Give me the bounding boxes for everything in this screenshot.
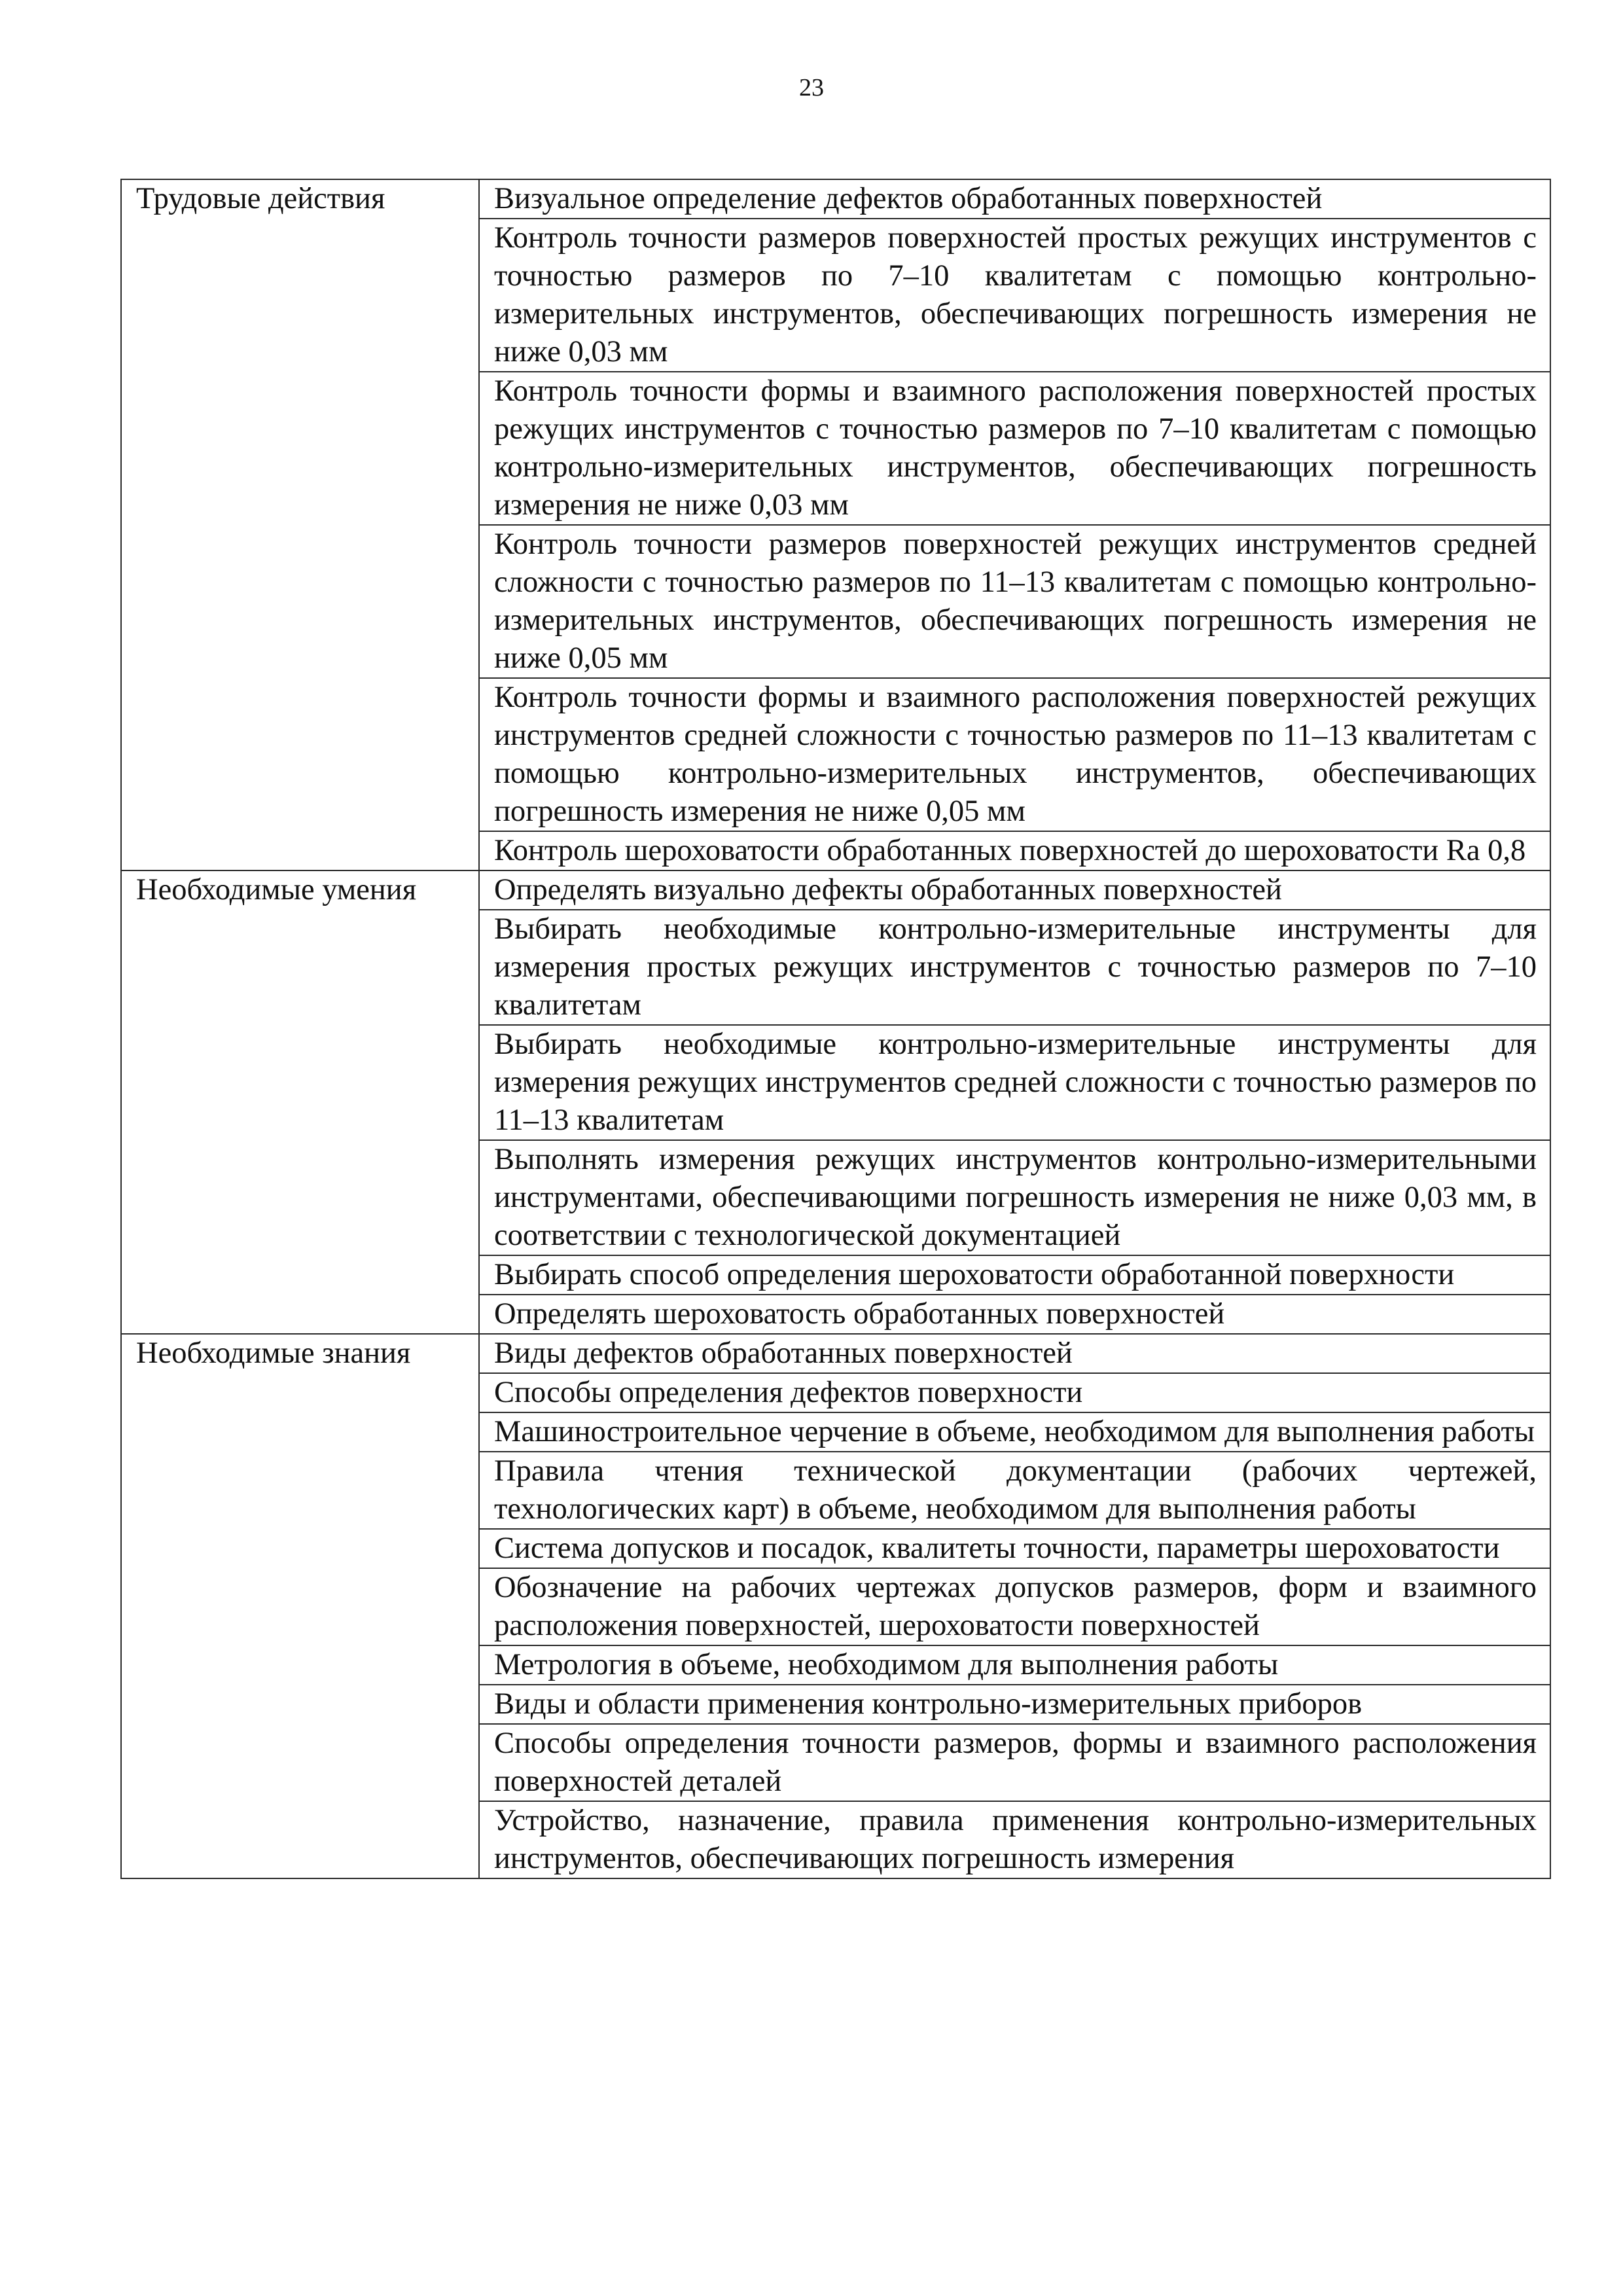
competency-table [120, 179, 1551, 1879]
section-label: Трудовые действия [121, 179, 479, 870]
table-body [121, 179, 1550, 1878]
section-item: Определять шероховатость обработанных поверхностей [479, 1295, 1550, 1334]
section-item: Выбирать необходимые контрольно-измерительные инструменты для измерения режущих инструментов средней сложности с точностью размеров по 11–13 квалитетам [479, 1025, 1550, 1140]
section-item: Выполнять измерения режущих инструментов контрольно-измерительными инструментами, обеспечивающими погрешность измерения не ниже 0,03 мм, в соответствии с технологической документацией [479, 1140, 1550, 1255]
section-item: Контроль шероховатости обработанных поверхностей до шероховатости Ra 0,8 [479, 831, 1550, 870]
section-item: Контроль точности размеров поверхностей режущих инструментов средней сложности с точностью размеров по 11–13 квалитетам с помощью контрольно-измерительных инструментов, обеспечивающих погрешность измерения не ниже 0,05 мм [479, 525, 1550, 678]
section-item: Способы определения дефектов поверхности [479, 1373, 1550, 1412]
table-row [121, 179, 1550, 219]
section-label: Необходимые умения [121, 870, 479, 1334]
page-number: 23 [799, 74, 824, 101]
section-item: Виды и области применения контрольно-измерительных приборов [479, 1685, 1550, 1724]
section-item: Определять визуально дефекты обработанных поверхностей [479, 870, 1550, 910]
table-row [121, 870, 1550, 910]
section-item: Визуальное определение дефектов обработанных поверхностей [479, 179, 1550, 219]
section-item: Виды дефектов обработанных поверхностей [479, 1334, 1550, 1373]
section-item: Машиностроительное черчение в объеме, необходимом для выполнения работы [479, 1412, 1550, 1452]
section-item: Обозначение на рабочих чертежах допусков размеров, форм и взаимного расположения поверхностей, шероховатости поверхностей [479, 1568, 1550, 1645]
section-item: Правила чтения технической документации (рабочих чертежей, технологических карт) в объеме, необходимом для выполнения работы [479, 1452, 1550, 1529]
section-item: Устройство, назначение, правила применения контрольно-измерительных инструментов, обеспечивающих погрешность измерения [479, 1801, 1550, 1878]
section-item: Способы определения точности размеров, формы и взаимного расположения поверхностей деталей [479, 1724, 1550, 1801]
section-item: Метрология в объеме, необходимом для выполнения работы [479, 1645, 1550, 1685]
section-item: Выбирать необходимые контрольно-измерительные инструменты для измерения простых режущих инструментов с точностью размеров по 7–10 квалитетам [479, 910, 1550, 1025]
section-item: Выбирать способ определения шероховатости обработанной поверхности [479, 1255, 1550, 1295]
section-item: Контроль точности формы и взаимного расположения поверхностей простых режущих инструментов с точностью размеров по 7–10 квалитетам с помощью контрольно-измерительных инструментов, обеспечивающих погрешность измерения не ниже 0,03 мм [479, 372, 1550, 525]
section-label: Необходимые знания [121, 1334, 479, 1878]
section-item: Система допусков и посадок, квалитеты точности, параметры шероховатости [479, 1529, 1550, 1568]
section-item: Контроль точности размеров поверхностей простых режущих инструментов с точностью размеров по 7–10 квалитетам с помощью контрольно-измерительных инструментов, обеспечивающих погрешность измерения не ниже 0,03 мм [479, 219, 1550, 372]
table-row [121, 1334, 1550, 1373]
section-item: Контроль точности формы и взаимного расположения поверхностей режущих инструментов средней сложности с точностью размеров по 11–13 квалитетам с помощью контрольно-измерительных инструментов, обеспечивающих погрешность измерения не ниже 0,05 мм [479, 678, 1550, 831]
